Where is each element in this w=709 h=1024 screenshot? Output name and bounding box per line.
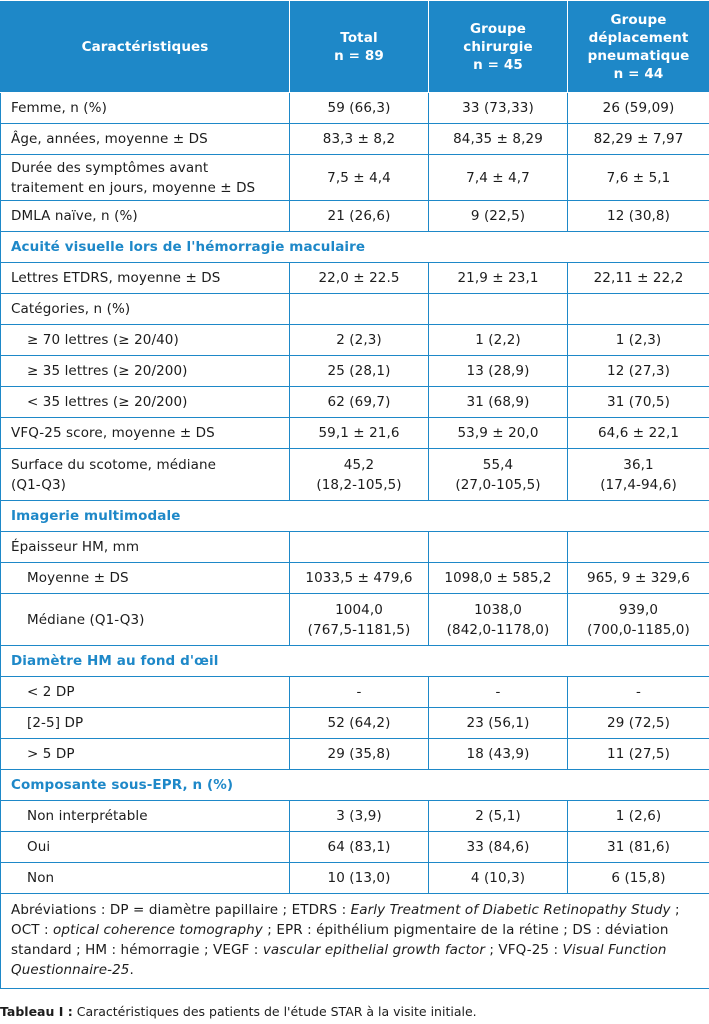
cell-total: 10 (13,0)	[290, 863, 429, 894]
cell-pneumatic: 12 (27,3)	[568, 356, 709, 387]
cell-total: -	[290, 677, 429, 708]
cell-pneumatic	[568, 294, 709, 325]
footnote-text: ; EPR : épithélium pigmentaire de la rétine ; DS : déviation standard ; HM : hémorragie ; VEGF :	[11, 922, 669, 958]
cell-surgery	[429, 294, 568, 325]
cell-total: 62 (69,7)	[290, 387, 429, 418]
cell-surgery: 55,4 (27,0-105,5)	[429, 449, 568, 501]
row-label: Catégories, n (%)	[1, 294, 290, 325]
cell-pneumatic: 965, 9 ± 329,6	[568, 563, 709, 594]
cell-surgery: 1038,0 (842,0-1178,0)	[429, 594, 568, 646]
cell-surgery: 23 (56,1)	[429, 708, 568, 739]
row-label: [2-5] DP	[1, 708, 290, 739]
footnote-text: ; OCT :	[11, 902, 680, 938]
table-row	[1, 294, 709, 325]
row-label: > 5 DP	[1, 739, 290, 770]
cell-total: 21 (26,6)	[290, 201, 429, 232]
cell-pneumatic: 64,6 ± 22,1	[568, 418, 709, 449]
footnote-text: ; VFQ-25 :	[484, 942, 563, 958]
caption-text: Caractéristiques des patients de l'étude STAR à la visite initiale.	[72, 1004, 477, 1019]
cell-total: 1033,5 ± 479,6	[290, 563, 429, 594]
cell-pneumatic: 22,11 ± 22,2	[568, 263, 709, 294]
section-title: Composante sous-EPR, n (%)	[1, 770, 709, 801]
cell-total: 64 (83,1)	[290, 832, 429, 863]
cell-surgery: 21,9 ± 23,1	[429, 263, 568, 294]
cell-surgery: 4 (10,3)	[429, 863, 568, 894]
section-header-row	[1, 646, 709, 677]
footnote-term: optical coherence tomography	[53, 922, 263, 938]
table-row	[1, 739, 709, 770]
row-label: Non	[1, 863, 290, 894]
table-row	[1, 563, 709, 594]
table-row	[1, 155, 709, 201]
table-row	[1, 801, 709, 832]
cell-total: 1004,0 (767,5-1181,5)	[290, 594, 429, 646]
cell-total: 29 (35,8)	[290, 739, 429, 770]
table-row	[1, 677, 709, 708]
footnote-text: Abréviations : DP = diamètre papillaire ; ETDRS :	[11, 902, 351, 918]
cell-pneumatic: 939,0 (700,0-1185,0)	[568, 594, 709, 646]
header-pneumatic-group: Groupe déplacement pneumatique n = 44	[568, 1, 709, 93]
footnote-term: Visual Function Questionnaire-25	[11, 942, 667, 978]
row-label: VFQ-25 score, moyenne ± DS	[1, 418, 290, 449]
table-row	[1, 449, 709, 501]
header-characteristics: Caractéristiques	[1, 1, 290, 93]
row-label: Non interprétable	[1, 801, 290, 832]
section-title: Diamètre HM au fond d'œil	[1, 646, 709, 677]
section-title: Imagerie multimodale	[1, 501, 709, 532]
cell-surgery: 84,35 ± 8,29	[429, 124, 568, 155]
cell-surgery: 31 (68,9)	[429, 387, 568, 418]
cell-total	[290, 532, 429, 563]
cell-pneumatic: 12 (30,8)	[568, 201, 709, 232]
cell-pneumatic: 31 (81,6)	[568, 832, 709, 863]
row-label: Lettres ETDRS, moyenne ± DS	[1, 263, 290, 294]
caption-label: Tableau I :	[0, 1004, 73, 1019]
cell-total	[290, 294, 429, 325]
table-row	[1, 832, 709, 863]
cell-surgery: 33 (73,33)	[429, 93, 568, 124]
cell-surgery: 9 (22,5)	[429, 201, 568, 232]
cell-surgery: 1 (2,2)	[429, 325, 568, 356]
row-label: Épaisseur HM, mm	[1, 532, 290, 563]
table-body	[1, 93, 709, 989]
row-label: < 35 lettres (≥ 20/200)	[1, 387, 290, 418]
cell-surgery: 53,9 ± 20,0	[429, 418, 568, 449]
footnote-text: .	[129, 962, 134, 978]
row-label: ≥ 70 lettres (≥ 20/40)	[1, 325, 290, 356]
cell-total: 52 (64,2)	[290, 708, 429, 739]
cell-pneumatic: 7,6 ± 5,1	[568, 155, 709, 201]
cell-pneumatic	[568, 532, 709, 563]
table-row	[1, 124, 709, 155]
cell-surgery: 33 (84,6)	[429, 832, 568, 863]
cell-pneumatic: 6 (15,8)	[568, 863, 709, 894]
footnote-term: Early Treatment of Diabetic Retinopathy Study	[350, 902, 671, 918]
table-row	[1, 387, 709, 418]
cell-total: 59 (66,3)	[290, 93, 429, 124]
section-header-row	[1, 770, 709, 801]
row-label: Femme, n (%)	[1, 93, 290, 124]
cell-pneumatic: 1 (2,6)	[568, 801, 709, 832]
table-row	[1, 708, 709, 739]
section-title: Acuité visuelle lors de l'hémorragie maculaire	[1, 232, 709, 263]
table-row	[1, 356, 709, 387]
cell-pneumatic: 1 (2,3)	[568, 325, 709, 356]
cell-total: 22,0 ± 22.5	[290, 263, 429, 294]
cell-pneumatic: 29 (72,5)	[568, 708, 709, 739]
table-row	[1, 418, 709, 449]
cell-total: 7,5 ± 4,4	[290, 155, 429, 201]
cell-total: 45,2 (18,2-105,5)	[290, 449, 429, 501]
cell-surgery	[429, 532, 568, 563]
cell-surgery: 2 (5,1)	[429, 801, 568, 832]
cell-pneumatic: 36,1 (17,4-94,6)	[568, 449, 709, 501]
footnote-term: vascular epithelial growth factor	[262, 942, 485, 958]
cell-pneumatic: 31 (70,5)	[568, 387, 709, 418]
header-surgery-group: Groupe chirurgie n = 45	[429, 1, 568, 93]
footnote-row	[1, 894, 709, 989]
header-total: Total n = 89	[290, 1, 429, 93]
row-label: < 2 DP	[1, 677, 290, 708]
cell-pneumatic: 82,29 ± 7,97	[568, 124, 709, 155]
cell-surgery: -	[429, 677, 568, 708]
row-label: ≥ 35 lettres (≥ 20/200)	[1, 356, 290, 387]
cell-pneumatic: -	[568, 677, 709, 708]
row-label: DMLA naïve, n (%)	[1, 201, 290, 232]
cell-total: 25 (28,1)	[290, 356, 429, 387]
cell-pneumatic: 26 (59,09)	[568, 93, 709, 124]
cell-total: 2 (2,3)	[290, 325, 429, 356]
cell-surgery: 7,4 ± 4,7	[429, 155, 568, 201]
table-caption	[0, 1004, 477, 1019]
row-label: Âge, années, moyenne ± DS	[1, 124, 290, 155]
cell-total: 83,3 ± 8,2	[290, 124, 429, 155]
row-label: Médiane (Q1-Q3)	[1, 594, 290, 646]
section-header-row	[1, 501, 709, 532]
cell-pneumatic: 11 (27,5)	[568, 739, 709, 770]
row-label: Oui	[1, 832, 290, 863]
cell-total: 3 (3,9)	[290, 801, 429, 832]
table-row	[1, 863, 709, 894]
row-label: Moyenne ± DS	[1, 563, 290, 594]
row-label: Surface du scotome, médiane (Q1-Q3)	[1, 449, 290, 501]
table-row	[1, 263, 709, 294]
table-row	[1, 93, 709, 124]
cell-surgery: 18 (43,9)	[429, 739, 568, 770]
cell-surgery: 13 (28,9)	[429, 356, 568, 387]
table-row	[1, 325, 709, 356]
cell-total: 59,1 ± 21,6	[290, 418, 429, 449]
row-label: Durée des symptômes avant traitement en jours, moyenne ± DS	[1, 155, 290, 201]
table-header-row	[1, 1, 709, 93]
cell-surgery: 1098,0 ± 585,2	[429, 563, 568, 594]
footnote	[1, 894, 709, 989]
section-header-row	[1, 232, 709, 263]
table-row	[1, 594, 709, 646]
table-row	[1, 532, 709, 563]
table-row	[1, 201, 709, 232]
